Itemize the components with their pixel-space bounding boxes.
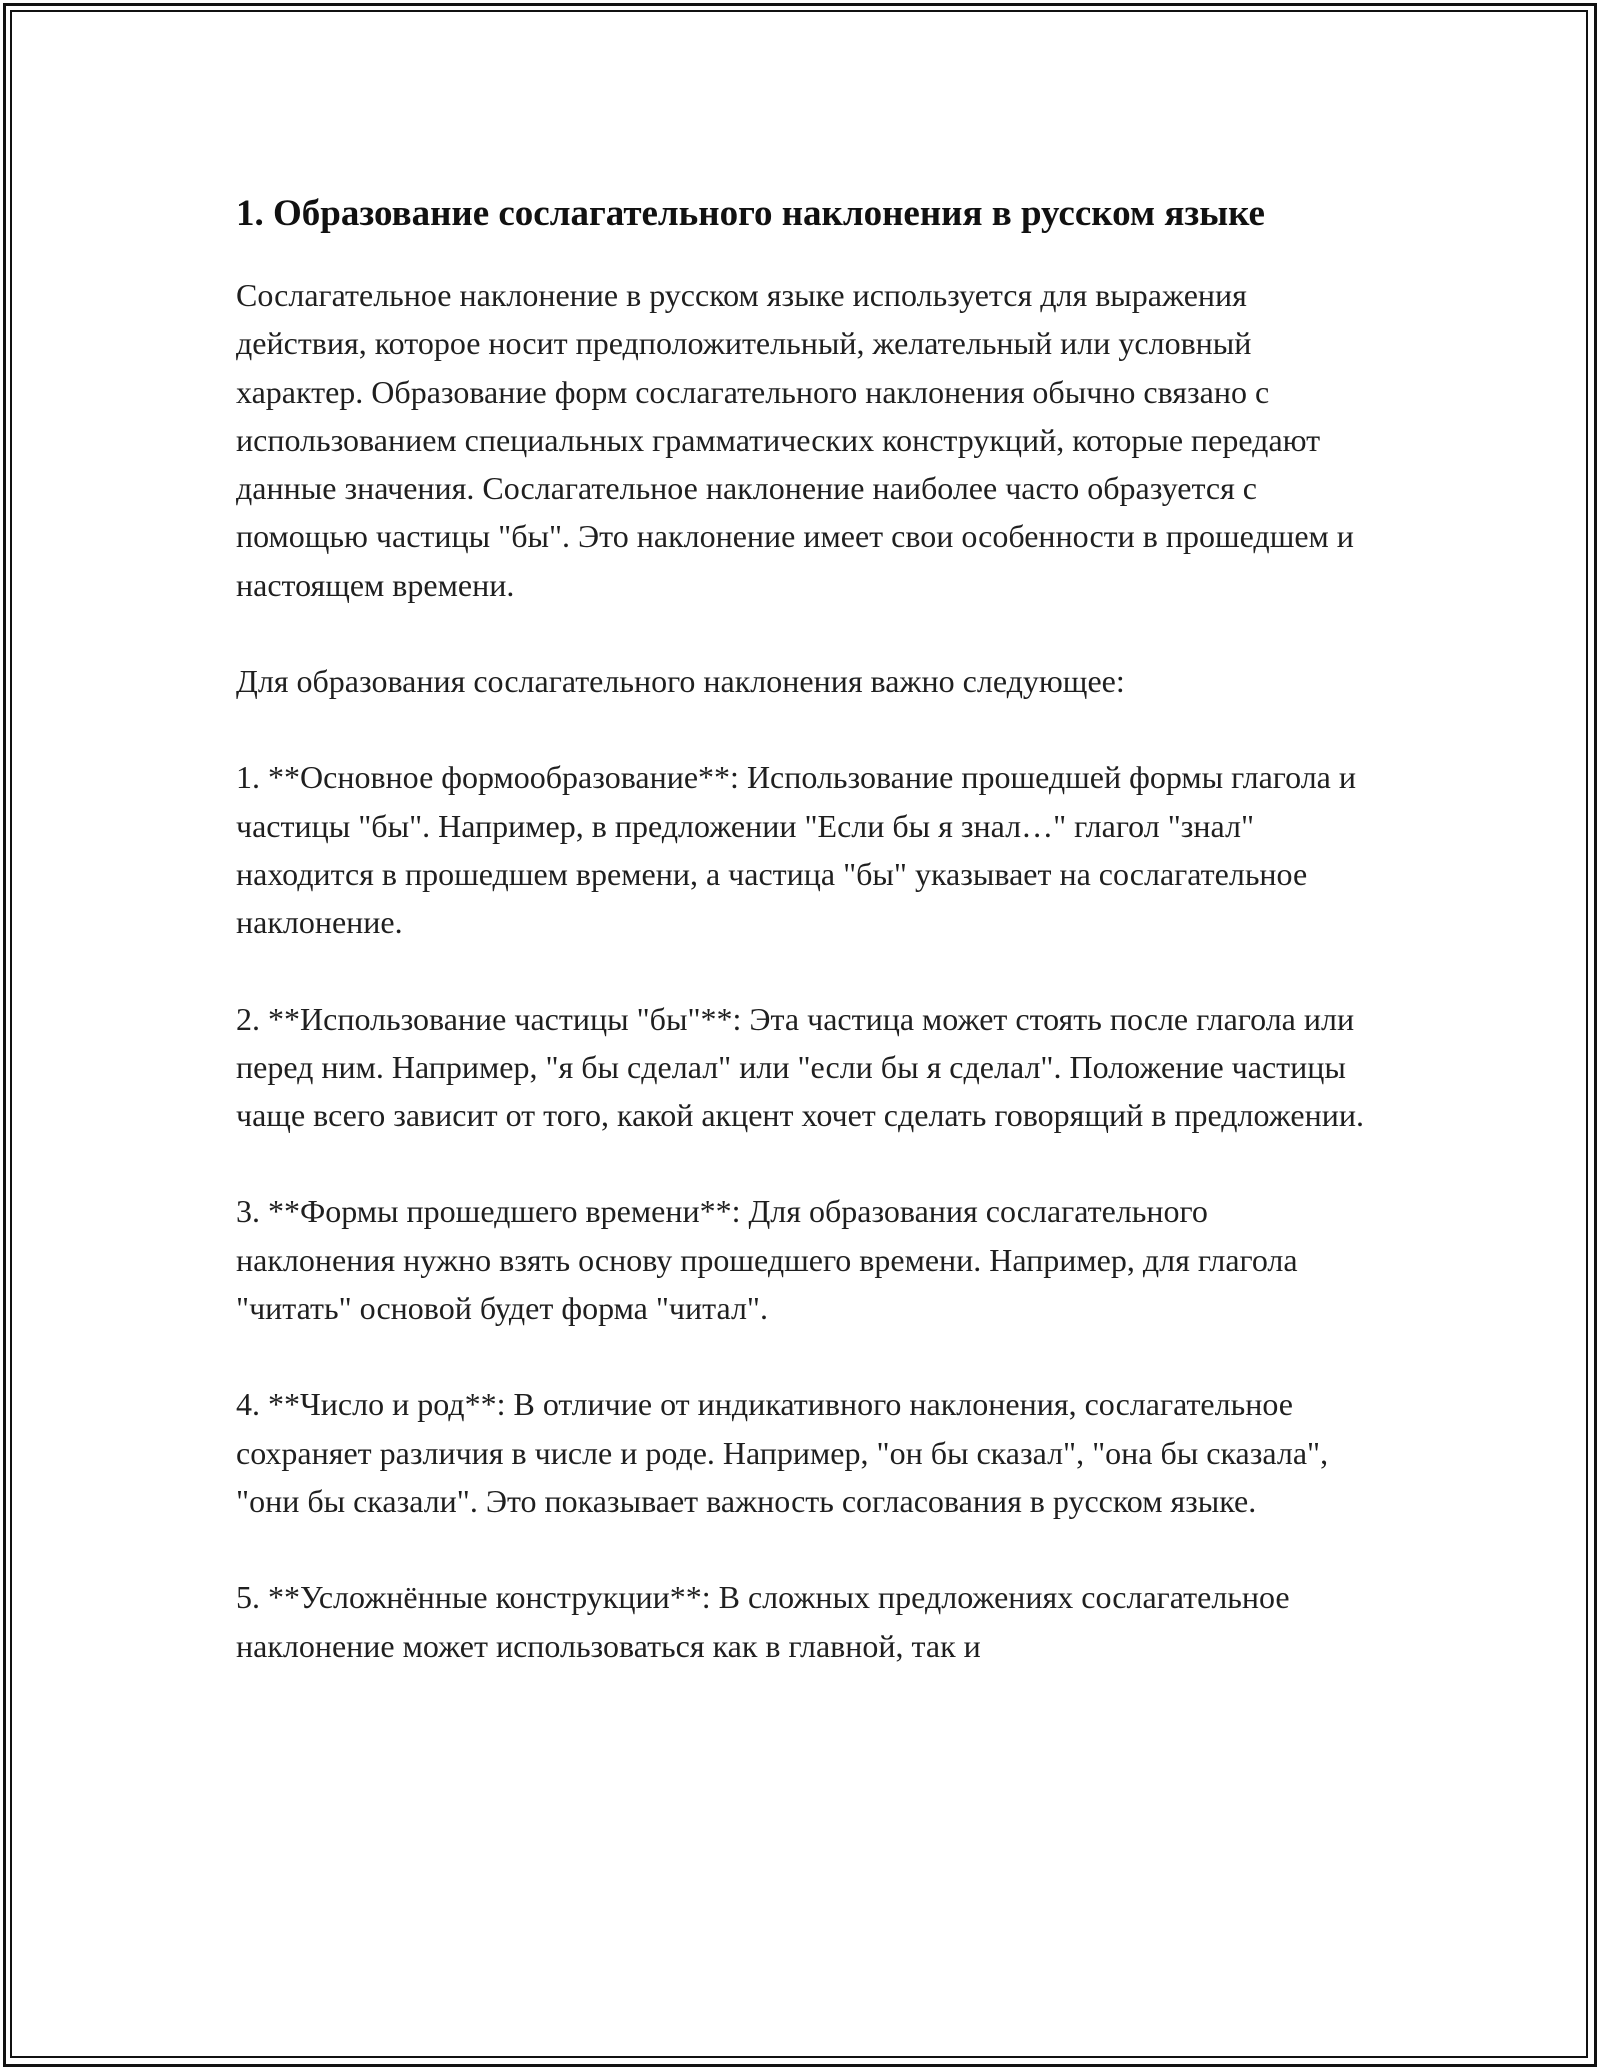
paragraph-item-3: 3. **Формы прошедшего времени**: Для образования сослагательного наклонения нужно взять основу прошедшего времени. Например, для глагола "читать" основой будет форма "читал". (236, 1193, 1298, 1327)
document-title: 1. Образование сослагательного наклонения в русском языке (236, 193, 1265, 234)
paragraph-item-4: 4. **Число и род**: В отличие от индикативного наклонения, сослагательное сохраняет различия в числе и роде. Например, "он бы сказал", "она бы сказала", "они бы сказали". Это показывает важность согласования в русском языке. (236, 1386, 1329, 1519)
paragraph-intro: Сослагательное наклонение в русском языке используется для выражения действия, которое носит предположительный, желательный или условный характер. Образование форм сослагательного наклонения обычно связано с использованием специальных грамматических конструкций, которые передают данные значения. Сослагательное наклонение наиболее часто образуется с помощью частицы "бы". Это наклонение имеет свои особенности в прошедшем и настоящем времени. (236, 277, 1354, 603)
paragraph-lead-in: Для образования сослагательного наклонения важно следующее: (236, 663, 1125, 700)
paragraph-item-2: 2. **Использование частицы "бы"**: Эта частица может стоять после глагола или перед ним. Например, "я бы сделал" или "если бы я сделал". Положение частицы чаще всего зависит от того, какой акцент хочет сделать говорящий в предложении. (236, 1000, 1364, 1134)
document-body (236, 186, 1366, 1670)
paragraph-item-1: 1. **Основное формообразование**: Использование прошедшей формы глагола и частицы "бы". Например, в предложении "Если бы я знал…" глагол "знал" находится в прошедшем времени, а частица "бы" указывает на сослагательное наклонение. (236, 759, 1356, 941)
paragraph-item-5: 5. **Усложнённые конструкции**: В сложных предложениях сослагательное наклонение может использоваться как в главной, так и (236, 1579, 1290, 1664)
